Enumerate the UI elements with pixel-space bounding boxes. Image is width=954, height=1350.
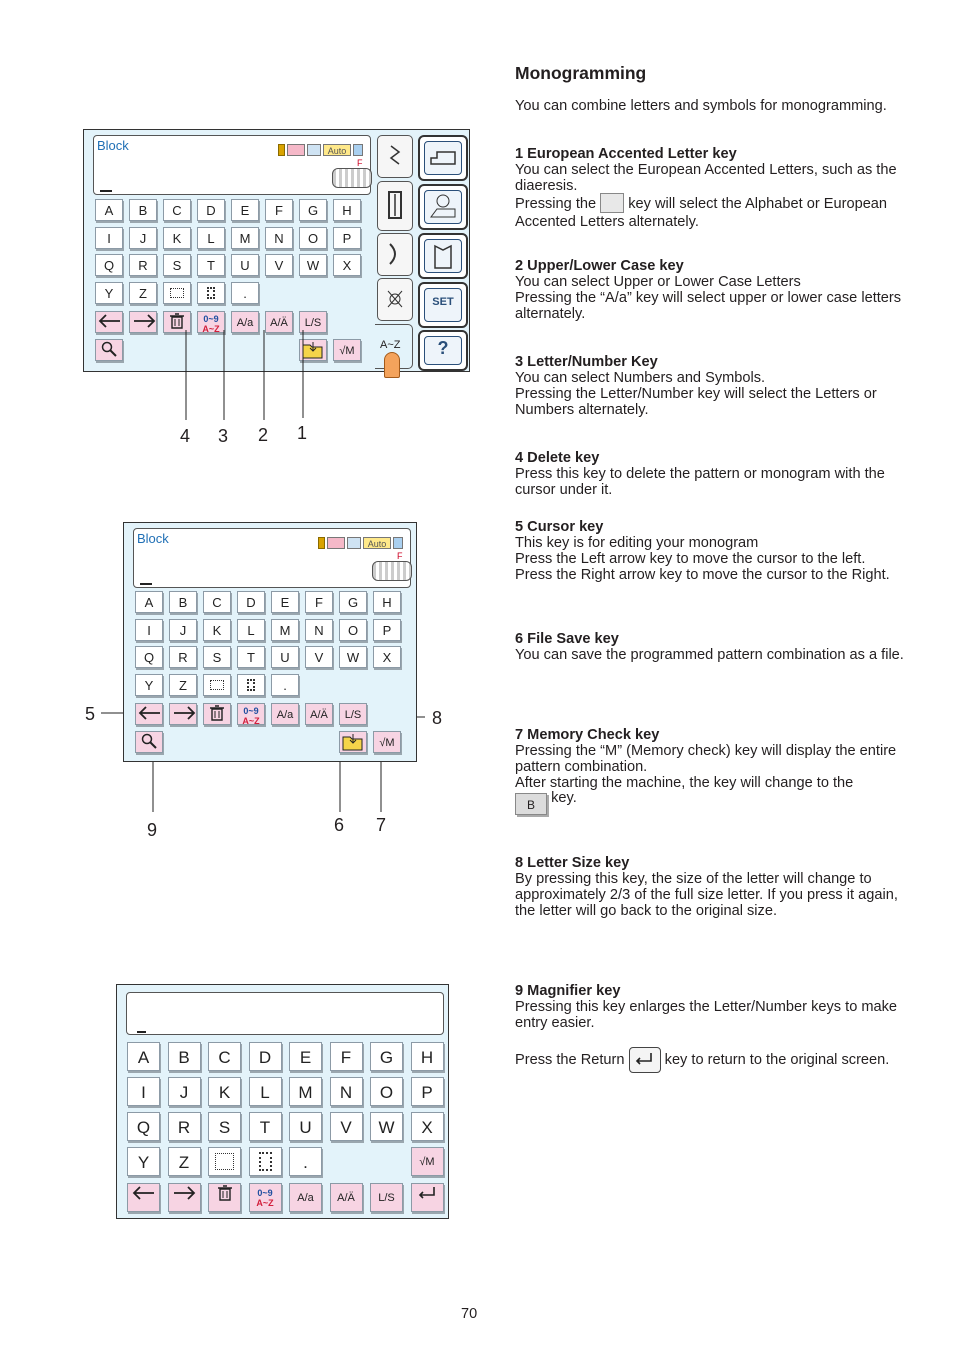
key-j[interactable]: J — [168, 1077, 201, 1106]
section-text: After starting the machine, the key will change to the — [515, 775, 854, 791]
arrow-left-icon — [136, 704, 164, 722]
section-text: Press the Left arrow key to move the cursor to the left. — [515, 551, 866, 567]
key-w[interactable]: W — [299, 254, 327, 276]
foot-letter: F — [397, 551, 403, 561]
key-space-wide[interactable] — [203, 674, 231, 696]
cursor-left-button[interactable] — [135, 703, 163, 725]
callout-5: 5 — [85, 704, 96, 724]
section-text: You can select Numbers and Symbols. — [515, 370, 766, 386]
section-text: You can select Upper or Lower Case Letters — [515, 274, 801, 290]
letter-size-button[interactable]: L/S — [339, 703, 367, 725]
key-h[interactable]: H — [333, 199, 361, 221]
key-o[interactable]: O — [339, 619, 367, 641]
tension-icon — [327, 537, 345, 549]
key-w[interactable]: W — [339, 646, 367, 668]
key-i[interactable]: I — [135, 619, 163, 641]
key-p[interactable]: P — [411, 1077, 444, 1106]
thread-icon — [347, 537, 361, 549]
key-f[interactable]: F — [265, 199, 293, 221]
section-text: Pressing this key enlarges the Letter/Number keys to make entry easier. — [515, 999, 898, 1031]
key-k[interactable]: K — [163, 227, 191, 249]
section-title: 7 Memory Check key — [515, 727, 660, 743]
key-a[interactable]: A — [127, 1042, 160, 1071]
b-key-icon: B — [515, 793, 547, 815]
key-v[interactable]: V — [330, 1112, 363, 1141]
key-l[interactable]: L — [249, 1077, 282, 1106]
accent-toggle-button[interactable]: A/Ä — [265, 311, 293, 333]
intro-text: You can combine letters and symbols for monogramming. — [515, 98, 887, 114]
key-m[interactable]: M — [271, 619, 299, 641]
auto-badge: Auto — [363, 537, 391, 549]
cursor-right-button[interactable] — [168, 1183, 201, 1212]
key-d[interactable]: D — [237, 591, 265, 613]
callout-3: 3 — [218, 426, 229, 446]
section-text: Press the Right arrow key to move the cursor to the Right. — [515, 567, 890, 583]
key-v[interactable]: V — [265, 254, 293, 276]
needle-icon — [318, 537, 325, 549]
section-text: Pressing the “A/a” key will select upper or lower case letters alternately. — [515, 290, 902, 322]
section-text: Pressing the “M” (Memory check) key will display the entire pattern combination. — [515, 743, 897, 775]
presser-foot-icon — [372, 561, 412, 581]
key-s[interactable]: S — [208, 1112, 241, 1141]
section-text: B key. — [515, 793, 910, 815]
key-y[interactable]: Y — [95, 282, 123, 304]
callout-8: 8 — [432, 708, 443, 728]
key-u[interactable]: U — [231, 254, 259, 276]
key-n[interactable]: N — [265, 227, 293, 249]
letter-size-button[interactable]: L/S — [370, 1183, 403, 1212]
speaker-icon — [393, 537, 403, 549]
figure-3-screen — [116, 984, 449, 1219]
mode-label: Block — [137, 531, 169, 546]
letter-number-button[interactable]: 0~9 A~Z — [249, 1183, 282, 1212]
key-period[interactable]: . — [289, 1147, 322, 1176]
key-i[interactable]: I — [95, 227, 123, 249]
figure-2-screen — [123, 522, 417, 762]
key-l[interactable]: L — [237, 619, 265, 641]
callout-1: 1 — [297, 423, 308, 443]
foot-letter: F — [357, 158, 363, 168]
section-title: 5 Cursor key — [515, 519, 604, 535]
key-n[interactable]: N — [330, 1077, 363, 1106]
key-d[interactable]: D — [197, 199, 225, 221]
folder-open-icon — [341, 732, 365, 752]
key-c[interactable]: C — [208, 1042, 241, 1071]
key-l[interactable]: L — [197, 227, 225, 249]
key-u[interactable]: U — [289, 1112, 322, 1141]
key-g[interactable]: G — [299, 199, 327, 221]
section-text: Press this key to delete the pattern or monogram with the cursor under it. — [515, 466, 885, 498]
key-m[interactable]: M — [231, 227, 259, 249]
tab-monogram-label: A~Z — [380, 339, 401, 351]
key-k[interactable]: K — [203, 619, 231, 641]
key-space-narrow[interactable] — [237, 674, 265, 696]
file-save-button[interactable] — [339, 731, 367, 753]
accent-toggle-button[interactable]: A/Ä — [330, 1183, 363, 1212]
cursor-left-button[interactable] — [127, 1183, 160, 1212]
key-x[interactable]: X — [373, 646, 401, 668]
section-title: 9 Magnifier key — [515, 983, 621, 999]
key-p[interactable]: P — [373, 619, 401, 641]
set-button[interactable]: SET — [418, 282, 468, 328]
key-b[interactable]: B — [169, 591, 197, 613]
letter-number-button[interactable]: 0~9 A~Z — [237, 703, 265, 725]
memory-check-button[interactable]: √M — [373, 731, 401, 753]
key-p[interactable]: P — [333, 227, 361, 249]
key-e[interactable]: E — [289, 1042, 322, 1071]
case-toggle-button[interactable]: A/a — [231, 311, 259, 333]
key-t[interactable]: T — [197, 254, 225, 276]
help-button[interactable]: ? — [418, 330, 468, 371]
key-q[interactable]: Q — [95, 254, 123, 276]
key-u[interactable]: U — [271, 646, 299, 668]
text-cursor — [140, 583, 152, 585]
key-s[interactable]: S — [163, 254, 191, 276]
key-h[interactable]: H — [373, 591, 401, 613]
callout-7: 7 — [376, 815, 387, 835]
key-n[interactable]: N — [305, 619, 333, 641]
key-a[interactable]: A — [95, 199, 123, 221]
key-period[interactable]: . — [231, 282, 259, 304]
auto-badge: Auto — [323, 144, 351, 156]
key-o[interactable]: O — [299, 227, 327, 249]
section-title: 3 Letter/Number Key — [515, 354, 658, 370]
section-title: 2 Upper/Lower Case key — [515, 258, 684, 274]
key-x[interactable]: X — [333, 254, 361, 276]
key-f[interactable]: F — [305, 591, 333, 613]
case-toggle-button[interactable]: A/a — [289, 1183, 322, 1212]
case-toggle-button[interactable]: A/a — [271, 703, 299, 725]
display-area — [126, 992, 444, 1035]
letter-size-button[interactable]: L/S — [299, 311, 327, 333]
key-j[interactable]: J — [169, 619, 197, 641]
key-y[interactable]: Y — [127, 1147, 160, 1176]
key-z[interactable]: Z — [168, 1147, 201, 1176]
section-text: Press the Return key to return to the original screen. — [515, 1047, 910, 1073]
key-e[interactable]: E — [231, 199, 259, 221]
key-r[interactable]: R — [168, 1112, 201, 1141]
letter-number-button[interactable]: 0~9 A~Z — [197, 311, 225, 333]
key-j[interactable]: J — [129, 227, 157, 249]
key-a[interactable]: A — [135, 591, 163, 613]
section-title: 8 Letter Size key — [515, 855, 630, 871]
section-title: 6 File Save key — [515, 631, 619, 647]
callout-6: 6 — [334, 815, 345, 835]
key-space-wide[interactable] — [208, 1147, 241, 1176]
section-text: You can select the European Accented Letters, such as the diaeresis. — [515, 162, 897, 194]
mode-label: Block — [97, 138, 129, 153]
key-k[interactable]: K — [208, 1077, 241, 1106]
key-space-narrow[interactable] — [249, 1147, 282, 1176]
key-g[interactable]: G — [370, 1042, 403, 1071]
section-title: 4 Delete key — [515, 450, 600, 466]
memory-check-button[interactable]: √M — [411, 1147, 444, 1176]
delete-button[interactable] — [208, 1183, 241, 1212]
status-icons — [318, 536, 403, 550]
section-text: This key is for editing your monogram — [515, 535, 759, 551]
callout-9: 9 — [147, 820, 158, 840]
section-title: 1 European Accented Letter key — [515, 146, 737, 162]
return-icon — [414, 1184, 440, 1202]
section-text: Pressing the key will select the Alphabet or European Accented Letters alternately. — [515, 194, 910, 230]
key-q[interactable]: Q — [127, 1112, 160, 1141]
key-s[interactable]: S — [203, 646, 231, 668]
key-h[interactable]: H — [411, 1042, 444, 1071]
key-i[interactable]: I — [127, 1077, 160, 1106]
key-v[interactable]: V — [305, 646, 333, 668]
key-y[interactable]: Y — [135, 674, 163, 696]
key-q[interactable]: Q — [135, 646, 163, 668]
key-x[interactable]: X — [411, 1112, 444, 1141]
key-t[interactable]: T — [249, 1112, 282, 1141]
key-r[interactable]: R — [129, 254, 157, 276]
arrow-left-icon — [130, 1184, 158, 1202]
key-z[interactable]: Z — [129, 282, 157, 304]
page-number: 70 — [461, 1306, 478, 1322]
magnifier-icon — [139, 732, 159, 750]
section-text: By pressing this key, the size of the letter will change to approximately 2/3 of the full size letter. If you press it again, the letter will go back to the original size. — [515, 871, 898, 919]
arrow-right-icon — [170, 704, 198, 722]
section-text: You can save the programmed pattern combination as a file. — [515, 647, 904, 663]
display-area — [133, 528, 411, 588]
key-t[interactable]: T — [237, 646, 265, 668]
callout-2: 2 — [258, 425, 269, 445]
key-c[interactable]: C — [203, 591, 231, 613]
memory-check-button[interactable]: √M — [333, 339, 361, 361]
key-c[interactable]: C — [163, 199, 191, 221]
key-r[interactable]: R — [169, 646, 197, 668]
return-button[interactable] — [411, 1183, 444, 1212]
key-period[interactable]: . — [271, 674, 299, 696]
accent-toggle-button[interactable]: A/Ä — [305, 703, 333, 725]
key-b[interactable]: B — [129, 199, 157, 221]
arrow-right-icon — [170, 1184, 198, 1202]
trash-icon — [217, 1184, 233, 1202]
section-text: Pressing the Letter/Number key will select the Letters or Numbers alternately. — [515, 386, 877, 418]
magnifier-button[interactable] — [135, 731, 163, 753]
key-g[interactable]: G — [339, 591, 367, 613]
delete-button[interactable] — [203, 703, 231, 725]
text-cursor — [137, 1031, 146, 1033]
key-e[interactable]: E — [271, 591, 299, 613]
key-d[interactable]: D — [249, 1042, 282, 1071]
trash-icon — [209, 704, 225, 722]
key-f[interactable]: F — [330, 1042, 363, 1071]
page-heading: Monogramming — [515, 63, 647, 83]
key-m[interactable]: M — [289, 1077, 322, 1106]
cursor-right-button[interactable] — [169, 703, 197, 725]
callout-4: 4 — [180, 426, 191, 446]
key-w[interactable]: W — [370, 1112, 403, 1141]
key-z[interactable]: Z — [169, 674, 197, 696]
key-o[interactable]: O — [370, 1077, 403, 1106]
key-b[interactable]: B — [168, 1042, 201, 1071]
